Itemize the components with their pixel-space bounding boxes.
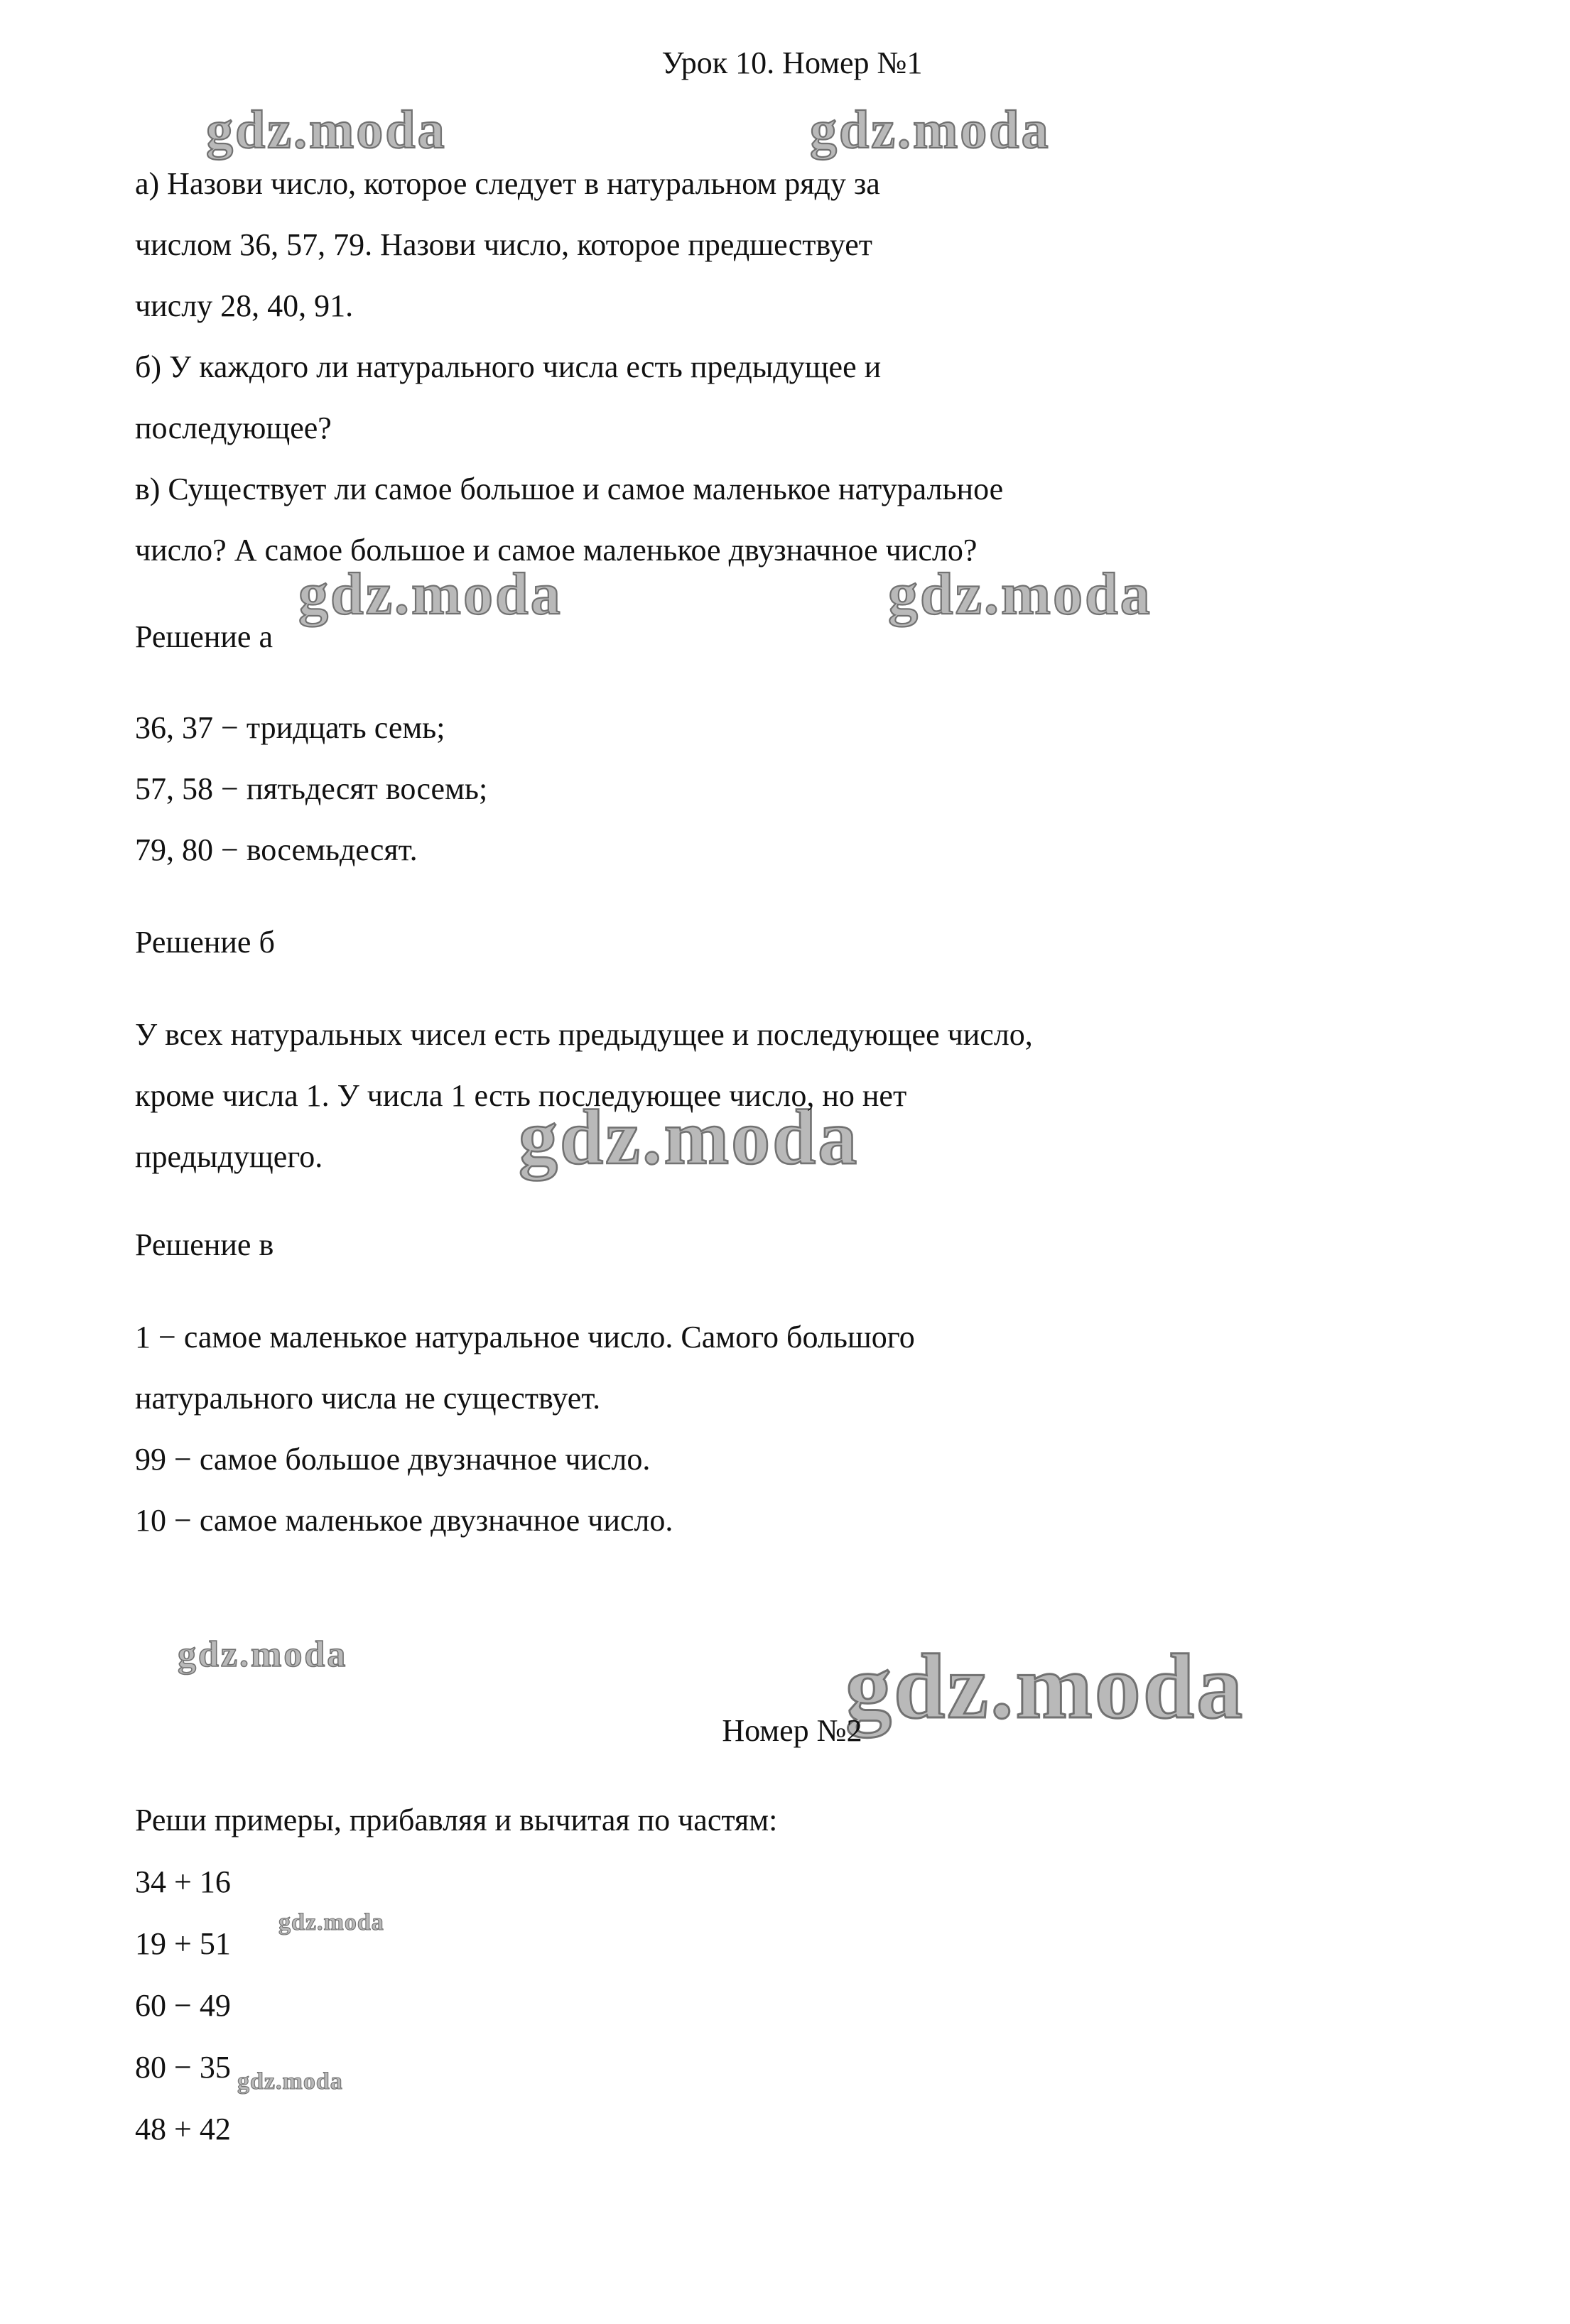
watermark: gdz.moda xyxy=(278,1909,384,1935)
solution-v-line: 10 − самое маленькое двузначное число. xyxy=(135,1503,673,1538)
watermark: gdz.moda xyxy=(237,2068,343,2095)
task2-intro: Реши примеры, прибавляя и вычитая по частям: xyxy=(135,1803,778,1837)
example-expression: 60 − 49 xyxy=(135,1988,231,2023)
solution-v-body xyxy=(135,1307,1449,1551)
solution-v-heading: Решение в xyxy=(135,1227,274,1262)
solution-v-line: 1 − самое маленькое натуральное число. Самого большого xyxy=(135,1320,915,1354)
solution-b-body xyxy=(135,1004,1449,1188)
watermark: gdz.moda xyxy=(888,561,1152,627)
problem-statement xyxy=(135,153,1449,581)
watermark: gdz.moda xyxy=(810,100,1051,160)
solution-a-line: 57, 58 − пятьдесят восемь; xyxy=(135,771,488,806)
problem-line: числом 36, 57, 79. Назови число, которое предшествует xyxy=(135,227,872,262)
watermark: gdz.moda xyxy=(845,1636,1245,1738)
problem-line: число? А самое большое и самое маленькое двузначное число? xyxy=(135,533,978,568)
example-expression: 19 + 51 xyxy=(135,1926,231,1961)
watermark: gdz.moda xyxy=(206,100,447,160)
problem-line: последующее? xyxy=(135,411,332,445)
page-title: Урок 10. Номер №1 xyxy=(661,45,923,80)
problem-line: числу 28, 40, 91. xyxy=(135,288,354,323)
solution-v-line: натурального числа не существует. xyxy=(135,1381,601,1416)
solution-a-line: 36, 37 − тридцать семь; xyxy=(135,710,445,745)
solution-b-line: У всех натуральных чисел есть предыдущее и последующее число, xyxy=(135,1017,1033,1052)
solution-b-heading: Решение б xyxy=(135,925,275,960)
task2-examples xyxy=(135,1851,1449,2160)
solution-b-line: предыдущего. xyxy=(135,1139,323,1174)
solution-b-line: кроме числа 1. У числа 1 есть последующее число, но нет xyxy=(135,1078,907,1113)
watermark: gdz.moda xyxy=(298,561,563,627)
solution-a-body xyxy=(135,697,1449,881)
solution-a-line: 79, 80 − восемьдесят. xyxy=(135,832,418,867)
problem-line: а) Назови число, которое следует в натуральном ряду за xyxy=(135,166,880,201)
solution-v-line: 99 − самое большое двузначное число. xyxy=(135,1442,651,1477)
problem-line: в) Существует ли самое большое и самое маленькое натуральное xyxy=(135,472,1004,506)
problem-line: б) У каждого ли натурального числа есть предыдущее и xyxy=(135,349,882,384)
watermark: gdz.moda xyxy=(178,1634,348,1675)
task2-heading: Номер №2 xyxy=(722,1713,862,1748)
example-expression: 80 − 35 xyxy=(135,2050,231,2085)
example-expression: 48 + 42 xyxy=(135,2112,231,2146)
watermark: gdz.moda xyxy=(519,1094,860,1180)
example-expression: 34 + 16 xyxy=(135,1864,231,1899)
solution-a-heading: Решение а xyxy=(135,619,273,654)
